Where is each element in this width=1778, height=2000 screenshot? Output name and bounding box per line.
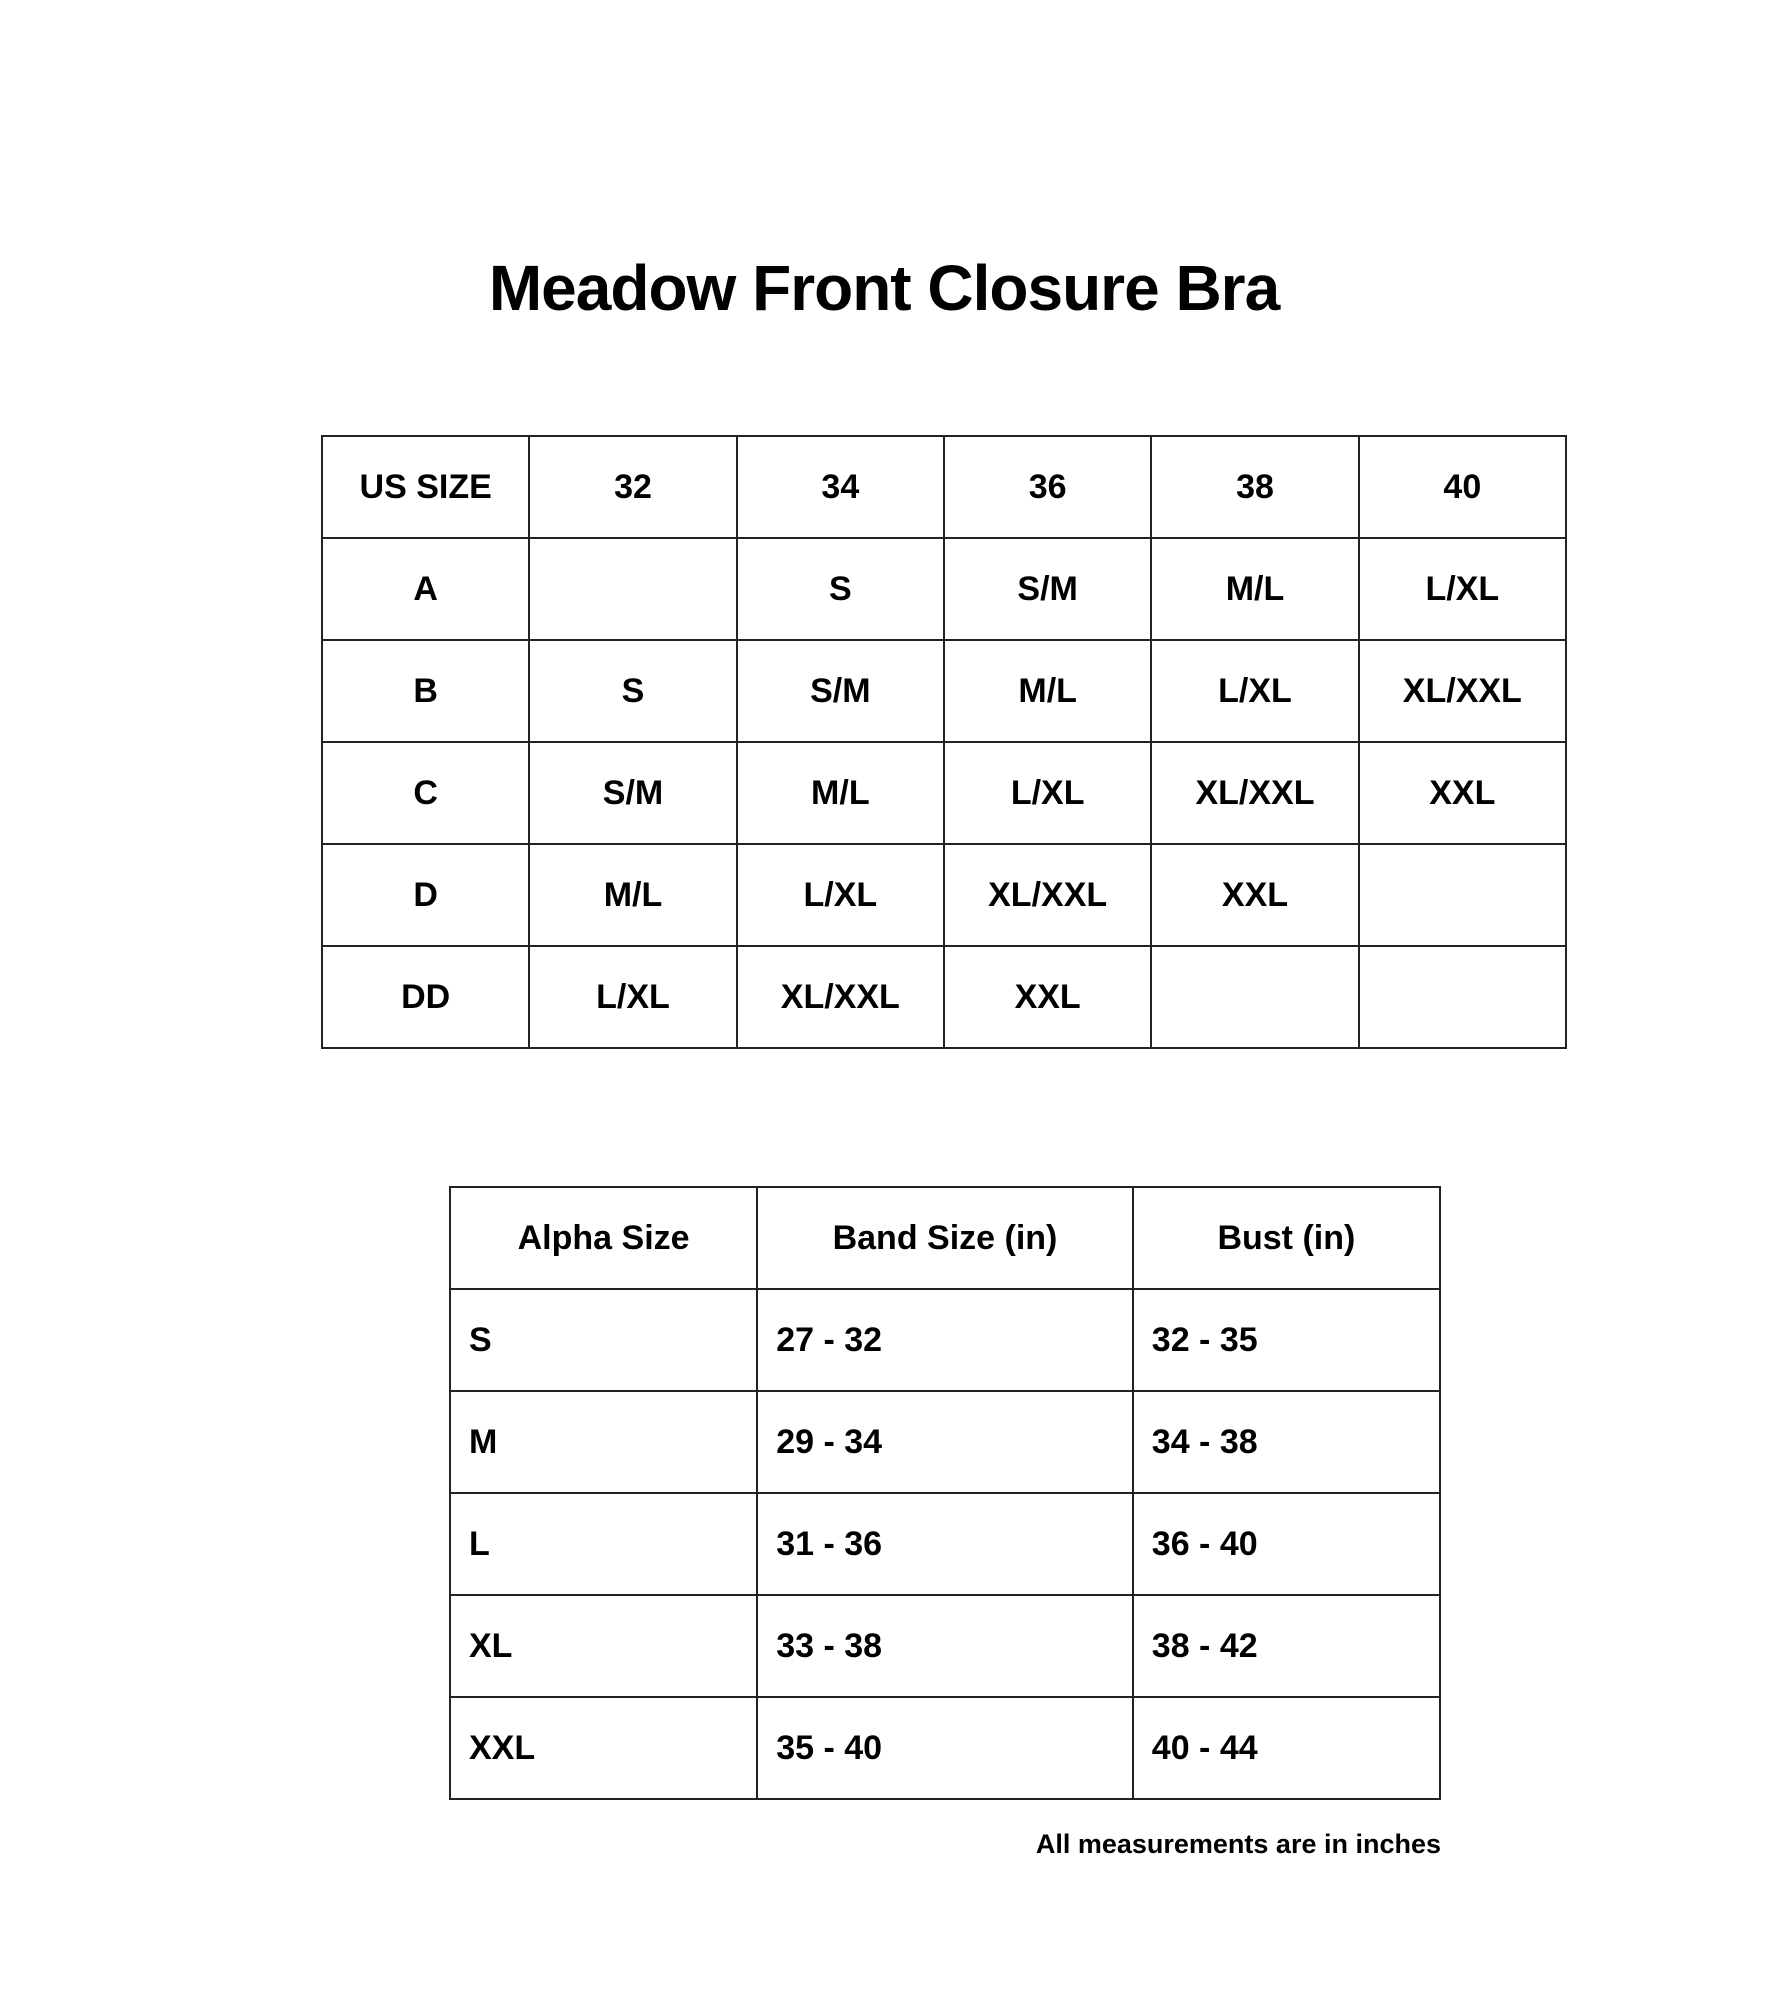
table-header-row (450, 1187, 1440, 1289)
cup-label-cell: DD (322, 946, 529, 1048)
table-cell: S/M (944, 538, 1151, 640)
table-cell (1359, 946, 1566, 1048)
table-row (450, 1391, 1440, 1493)
table-cell: XXL (1151, 844, 1358, 946)
table-row (322, 946, 1566, 1048)
header-cell-band-size: Band Size (in) (757, 1187, 1133, 1289)
table-cell: S (529, 640, 736, 742)
bust-cell: 36 - 40 (1133, 1493, 1440, 1595)
table-row (450, 1595, 1440, 1697)
band-size-cell: 31 - 36 (757, 1493, 1133, 1595)
table-cell: L/XL (1359, 538, 1566, 640)
header-cell-bust: Bust (in) (1133, 1187, 1440, 1289)
alpha-size-cell: S (450, 1289, 757, 1391)
table-cell: S/M (529, 742, 736, 844)
table-cell: XL/XXL (944, 844, 1151, 946)
table-row (450, 1493, 1440, 1595)
table-cell: M/L (1151, 538, 1358, 640)
band-size-cell: 35 - 40 (757, 1697, 1133, 1799)
cup-label-cell: B (322, 640, 529, 742)
table-cell: XXL (944, 946, 1151, 1048)
header-cell-band: 36 (944, 436, 1151, 538)
table-cell (1151, 946, 1358, 1048)
alpha-size-cell: M (450, 1391, 757, 1493)
table-row (450, 1289, 1440, 1391)
table-cell: L/XL (737, 844, 944, 946)
header-cell-band: 38 (1151, 436, 1358, 538)
table-cell: XL/XXL (737, 946, 944, 1048)
table-row (450, 1697, 1440, 1799)
header-cell-band: 40 (1359, 436, 1566, 538)
bust-cell: 38 - 42 (1133, 1595, 1440, 1697)
table-cell: XXL (1359, 742, 1566, 844)
table-cell: M/L (529, 844, 736, 946)
header-cell-alpha-size: Alpha Size (450, 1187, 757, 1289)
measurement-footnote: All measurements are in inches (1035, 1829, 1441, 1859)
header-cell-us-size: US SIZE (322, 436, 529, 538)
table-cell: S (737, 538, 944, 640)
band-size-cell: 27 - 32 (757, 1289, 1133, 1391)
table-row (322, 538, 1566, 640)
table-row (322, 640, 1566, 742)
page-title: Meadow Front Closure Bra (488, 252, 1280, 324)
table-header-row (322, 436, 1566, 538)
alpha-size-cell: XXL (450, 1697, 757, 1799)
table-cell (1359, 844, 1566, 946)
bust-cell: 32 - 35 (1133, 1289, 1440, 1391)
table-cell: XL/XXL (1359, 640, 1566, 742)
bust-cell: 40 - 44 (1133, 1697, 1440, 1799)
bust-cell: 34 - 38 (1133, 1391, 1440, 1493)
table-cell: L/XL (1151, 640, 1358, 742)
alpha-size-cell: XL (450, 1595, 757, 1697)
header-cell-band: 34 (737, 436, 944, 538)
table-cell: M/L (737, 742, 944, 844)
table-cell: L/XL (529, 946, 736, 1048)
alpha-size-cell: L (450, 1493, 757, 1595)
table-row (322, 742, 1566, 844)
table-row (322, 844, 1566, 946)
band-size-cell: 33 - 38 (757, 1595, 1133, 1697)
cup-label-cell: D (322, 844, 529, 946)
us-size-grid-table (321, 435, 1567, 1049)
alpha-size-measurements-table (449, 1186, 1441, 1800)
table-cell: XL/XXL (1151, 742, 1358, 844)
table-cell (529, 538, 736, 640)
cup-label-cell: C (322, 742, 529, 844)
table-cell: S/M (737, 640, 944, 742)
table-cell: M/L (944, 640, 1151, 742)
cup-label-cell: A (322, 538, 529, 640)
table-cell: L/XL (944, 742, 1151, 844)
header-cell-band: 32 (529, 436, 736, 538)
band-size-cell: 29 - 34 (757, 1391, 1133, 1493)
